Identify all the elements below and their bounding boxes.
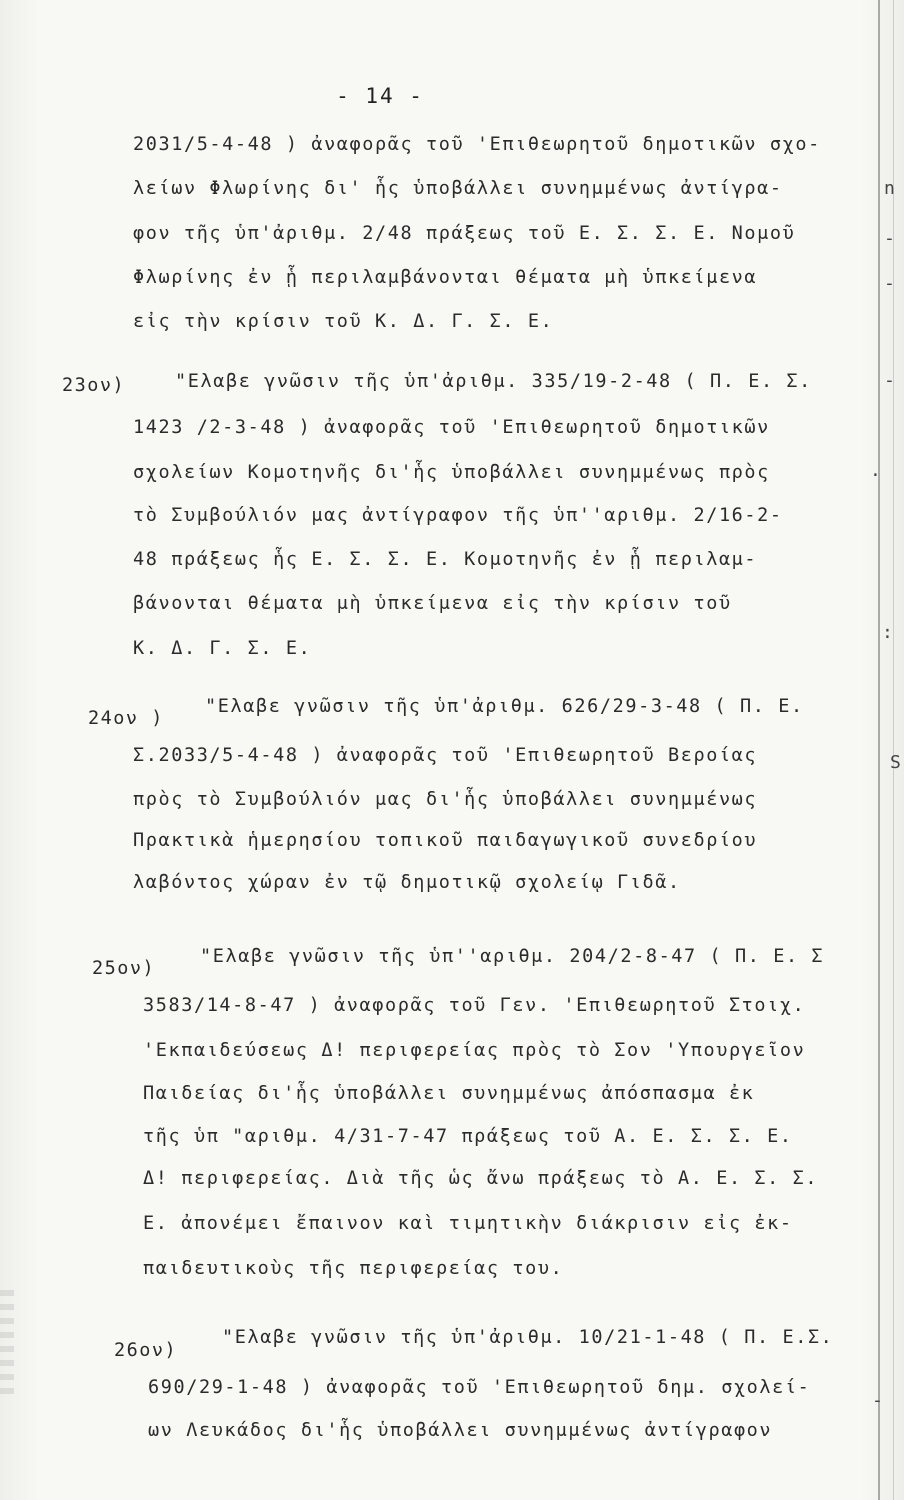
item-number: 24ον ) [88, 708, 164, 729]
margin-mark: - [884, 370, 895, 391]
margin-mark: S [890, 752, 901, 773]
paragraph-line: Ε. ἀπονέμει ἔπαινον καὶ τιμητικὴν διάκρισιν εἰς ἐκ- [143, 1213, 793, 1234]
paragraph-line: 690/29-1-48 ) ἀναφορᾶς τοῦ 'Επιθεωρητοῦ δημ. σχολεί- [148, 1377, 811, 1398]
paragraph-line: παιδευτικοὺς τῆς περιφερείας του. [143, 1258, 564, 1279]
paragraph-line: λείων Φλωρίνης δι' ἧς ὑποβάλλει συνημμένως ἀντίγρα- [133, 178, 783, 199]
paragraph-line: Κ. Δ. Γ. Σ. Ε. [133, 638, 312, 659]
paragraph-line: 1423 /2-3-48 ) ἀναφορᾶς τοῦ 'Επιθεωρητοῦ δημοτικῶν [133, 417, 770, 438]
paragraph-line: Παιδείας δι'ἧς ὑποβάλλει συνημμένως ἀπόσπασμα ἐκ [143, 1083, 755, 1104]
item-number: 25ον) [92, 958, 156, 979]
paragraph-line: 3583/14-8-47 ) ἀναφορᾶς τοῦ Γεν. 'Επιθεωρητοῦ Στοιχ. [143, 995, 806, 1016]
paragraph-line: Σ.2033/5-4-48 ) ἀναφορᾶς τοῦ 'Επιθεωρητοῦ Βεροίας [133, 745, 758, 766]
binding-edge-line-secondary [893, 0, 894, 1500]
binding-edge-line [878, 0, 880, 1500]
paragraph-line: τὸ Συμβούλιόν μας ἀντίγραφον τῆς ὑπ''αριθμ. 2/16-2- [133, 505, 783, 526]
paragraph-line: ων Λευκάδος δι'ἧς ὑποβάλλει συνημμένως ἀντίγραφον [148, 1420, 773, 1441]
margin-mark: - [884, 273, 895, 294]
margin-mark: n [884, 178, 895, 199]
paragraph-line: "Ελαβε γνῶσιν τῆς ὑπ'ἀριθμ. 10/21-1-48 ( Π. Ε.Σ. [222, 1327, 834, 1348]
paragraph-line: βάνονται θέματα μὴ ὑπκείμενα εἰς τὴν κρίσιν τοῦ [133, 593, 732, 614]
paragraph-line: Δ! περιφερείας. Διὰ τῆς ὡς ἄνω πράξεως τὸ Α. Ε. Σ. Σ. [143, 1168, 819, 1189]
bottom-bleed-through [110, 1468, 890, 1482]
margin-mark: - [872, 1390, 883, 1411]
paragraph-line: "Ελαβε γνῶσιν τῆς ὑπ'ἀριθμ. 335/19-2-48 ( Π. Ε. Σ. [175, 371, 812, 392]
paragraph-line: 'Εκπαιδεύσεως Δ! περιφερείας πρὸς τὸ Σον 'Υπουργεῖον [143, 1040, 806, 1061]
paragraph-line: εἰς τὴν κρίσιν τοῦ Κ. Δ. Γ. Σ. Ε. [133, 311, 554, 332]
paragraph-line: φον τῆς ὑπ'ἀριθμ. 2/48 πράξεως τοῦ Ε. Σ. Σ. Ε. Νομοῦ [133, 223, 796, 244]
paragraph-line: Φλωρίνης ἐν ᾗ περιλαμβάνονται θέματα μὴ ὑπκείμενα [133, 267, 758, 288]
paragraph-line: πρὸς τὸ Συμβούλιόν μας δι'ἧς ὑποβάλλει συνημμένως [133, 789, 758, 810]
paragraph-line: 48 πράξεως ἧς Ε. Σ. Σ. Ε. Κομοτηνῆς ἐν ᾗ περιλαμ- [133, 549, 758, 570]
item-number: 23ον) [62, 375, 126, 396]
paragraph-line: "Ελαβε γνῶσιν τῆς ὑπ''αριθμ. 204/2-8-47 ( Π. Ε. Σ [200, 946, 825, 967]
paragraph-line: "Ελαβε γνῶσιν τῆς ὑπ'ἀριθμ. 626/29-3-48 ( Π. Ε. [205, 696, 804, 717]
paragraph-line: Πρακτικὰ ἡμερησίου τοπικοῦ παιδαγωγικοῦ συνεδρίου [133, 830, 758, 851]
paragraph-line: 2031/5-4-48 ) ἀναφορᾶς τοῦ 'Επιθεωρητοῦ δημοτικῶν σχο- [133, 134, 821, 155]
margin-mark: - [884, 228, 895, 249]
page-number: - 14 - [336, 84, 424, 108]
left-edge-smudge [0, 1290, 14, 1400]
paragraph-line: λαβόντος χώραν ἐν τῷ δημοτικῷ σχολείῳ Γιδᾶ. [133, 872, 681, 893]
paragraph-line: τῆς ὑπ "αριθμ. 4/31-7-47 πράξεως τοῦ Α. Ε. Σ. Σ. Ε. [143, 1126, 793, 1147]
item-number: 26ον) [114, 1340, 178, 1361]
margin-mark: : [882, 622, 893, 643]
margin-mark: . [870, 460, 881, 481]
paragraph-line: σχολείων Κομοτηνῆς δι'ἧς ὑποβάλλει συνημμένως πρὸς [133, 462, 770, 483]
